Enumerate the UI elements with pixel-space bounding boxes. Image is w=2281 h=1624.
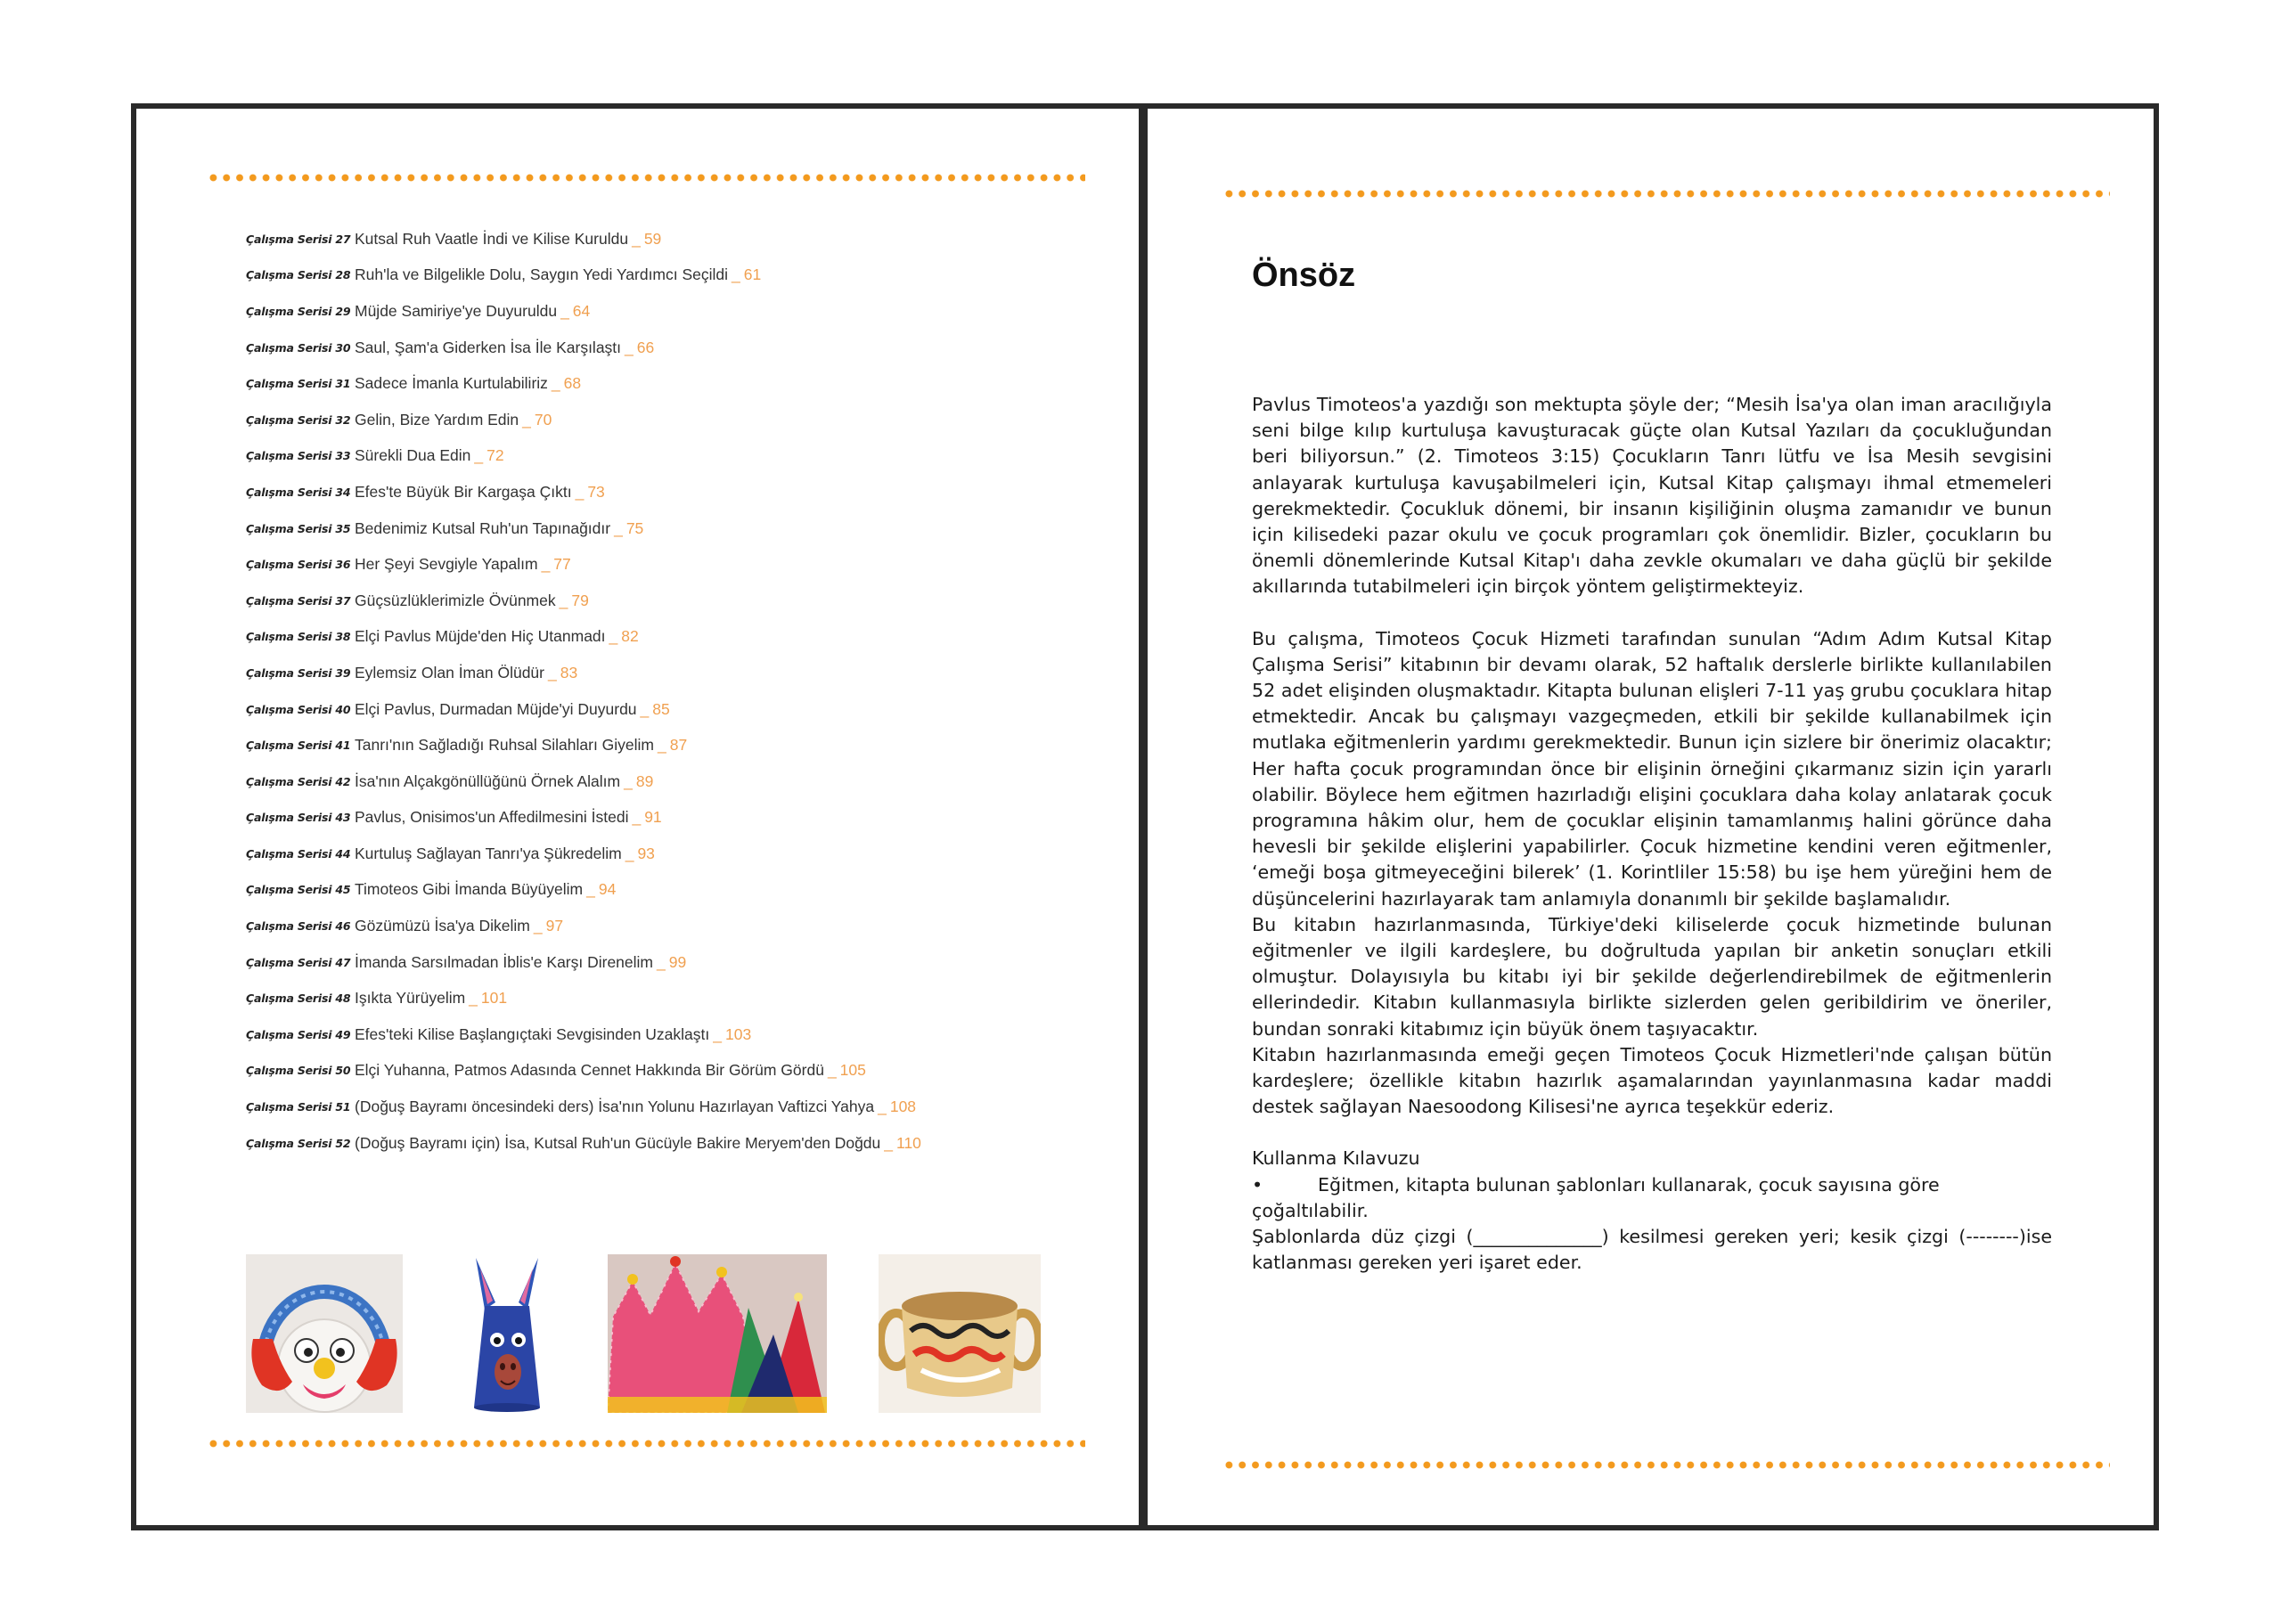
toc-separator: _ — [541, 555, 551, 574]
toc-entry — [246, 763, 921, 800]
usage-guide-text-1: Eğitmen, kitapta bulunan şablonları kullanarak, çocuk sayısına göre çoğaltılabilir. — [1252, 1173, 1940, 1221]
toc-entry — [246, 908, 921, 944]
page-divider — [1139, 103, 1148, 1530]
toc-series-label: Çalışma Serisi 43 — [246, 811, 351, 825]
toc-entry-title: Her Şeyi Sevgiyle Yapalım — [355, 555, 538, 574]
toc-entry — [246, 944, 921, 981]
toc-page-number: 82 — [621, 627, 639, 646]
toc-separator: _ — [469, 989, 478, 1008]
left-top-dotted-rule — [207, 174, 1085, 182]
toc-entry — [246, 872, 921, 909]
blue-cup-donkey — [458, 1254, 554, 1413]
toc-page-number: 110 — [896, 1133, 921, 1152]
toc-entry — [246, 1016, 921, 1053]
toc-entry — [246, 1053, 921, 1089]
toc-entry — [246, 221, 921, 257]
toc-series-label: Çalışma Serisi 37 — [246, 593, 351, 608]
toc-entry-title: Bedenimiz Kutsal Ruh'un Tapınağıdır — [355, 518, 611, 537]
toc-series-label: Çalışma Serisi 42 — [246, 774, 351, 788]
toc-page-number: 59 — [643, 229, 662, 248]
toc-page-number: 87 — [669, 736, 688, 755]
toc-entry-title: Sürekli Dua Edin — [355, 446, 471, 465]
toc-series-label: Çalışma Serisi 29 — [246, 304, 351, 318]
toc-entry-title: Tanrı'nın Sağladığı Ruhsal Silahları Giyelim — [355, 736, 655, 755]
clown-face-paper-plate — [246, 1254, 403, 1413]
toc-entry — [246, 257, 921, 294]
preface-paragraph-1: Pavlus Timoteos'a yazdığı son mektupta şöyle der; “Mesih İsa'ya olan iman aracılığıyla seni bilge kılıp kurtuluşa kavuşturacak güçte olan Kutsal Yazıları da çocukluğundan beri biliyorsun.” (2. Timoteos 3:15) Çocukların Tanrı lütfu ve İsa Mesih sevgisini anlayarak kurtuluşa kavuşabilmeleri için, Kutsal Kitap çalışmayı ihmal etmemeleri gerekmektedir. Çocukluk dönemi, bir insanın kişiliğinin oluşma zamanıdır ve bunun için kilisedeki pazar okulu ve çocuk programları çok önemlidir. Bizler, çocukların bu önemli dönemlerinde Kutsal Kitap'ı daha zevkle okumaları ve daha güçlü bir şekilde akıllarında tutabilmeleri için birçok yöntem geliştirmekteyiz. — [1252, 394, 2052, 598]
toc-entry — [246, 727, 921, 763]
toc-series-label: Çalışma Serisi 33 — [246, 449, 351, 463]
toc-entry-title: Elçi Pavlus, Durmadan Müjde'yi Duyurdu — [355, 699, 637, 718]
toc-series-label: Çalışma Serisi 38 — [246, 630, 351, 644]
toc-page-number: 103 — [725, 1024, 752, 1043]
toc-separator: _ — [560, 301, 569, 320]
toc-separator: _ — [551, 374, 560, 393]
toc-page-number: 64 — [572, 301, 591, 320]
bullet-marker: • — [1252, 1173, 1263, 1196]
left-bottom-dotted-rule — [207, 1440, 1085, 1448]
toc-separator: _ — [884, 1133, 894, 1152]
preface-paragraph-4: Kitabın hazırlanmasında emeği geçen Timoteos Çocuk Hizmetleri'nde çalışan bütün kardeşlere; özellikle kitabın hazırlık aşamalarından yayınlanmasına kadar maddi destek sağlayan Naesoodong Kilisesi'ne ayrıca teşekkür ederiz. — [1252, 1043, 2052, 1118]
toc-page-number: 108 — [889, 1098, 917, 1116]
toc-page-number: 97 — [545, 917, 564, 935]
usage-guide-item — [1252, 1172, 2052, 1224]
toc-separator: _ — [522, 410, 531, 428]
toc-entry-title: Saul, Şam'a Giderken İsa İle Karşılaştı — [355, 338, 622, 356]
toc-entry-title: Elçi Pavlus Müjde'den Hiç Utanmadı — [355, 627, 606, 646]
toc-separator: _ — [575, 482, 585, 501]
toc-separator: _ — [625, 844, 634, 862]
toc-separator: _ — [657, 952, 666, 971]
toc-page-number: 73 — [587, 482, 605, 501]
toc-series-label: Çalışma Serisi 27 — [246, 232, 351, 246]
toc-entry-title: Kutsal Ruh Vaatle İndi ve Kilise Kuruldu — [355, 229, 629, 248]
toc-entry-title: Gelin, Bize Yardım Edin — [355, 410, 519, 428]
toc-entry-title: Eylemsiz Olan İman Ölüdür — [355, 663, 544, 681]
toc-entry — [246, 330, 921, 366]
toc-entry — [246, 510, 921, 547]
toc-entry — [246, 546, 921, 583]
toc-series-label: Çalışma Serisi 35 — [246, 521, 351, 535]
toc-separator: _ — [609, 627, 618, 646]
toc-series-label: Çalışma Serisi 52 — [246, 1136, 351, 1150]
toc-separator: _ — [625, 338, 634, 356]
toc-entry-title: (Doğuş Bayramı öncesindeki ders) İsa'nın Yolunu Hazırlayan Vaftizci Yahya — [355, 1098, 875, 1116]
toc-entry-title: Elçi Yuhanna, Patmos Adasında Cennet Hakkında Bir Görüm Gördü — [355, 1061, 824, 1080]
toc-entry-title: İsa'nın Alçakgönüllüğünü Örnek Alalım — [355, 771, 621, 790]
toc-series-label: Çalışma Serisi 49 — [246, 1027, 351, 1041]
toc-series-label: Çalışma Serisi 28 — [246, 268, 351, 282]
toc-series-label: Çalışma Serisi 31 — [246, 377, 351, 391]
toc-page-number: 77 — [553, 555, 571, 574]
toc-entry — [246, 293, 921, 330]
toc-series-label: Çalışma Serisi 41 — [246, 739, 351, 753]
toc-entry-title: Efes'teki Kilise Başlangıçtaki Sevgisinden Uzaklaştı — [355, 1024, 710, 1043]
toc-entry-title: Kurtuluş Sağlayan Tanrı'ya Şükredelim — [355, 844, 622, 862]
table-of-contents — [246, 221, 921, 1161]
usage-guide-text-2: Şablonlarda düz çizgi (______________) kesilmesi gereken yeri; kesik çizgi (--------)ise katlanması gereken yeri işaret eder. — [1252, 1226, 2052, 1274]
right-bottom-dotted-rule — [1222, 1461, 2110, 1469]
toc-series-label: Çalışma Serisi 51 — [246, 1100, 351, 1114]
toc-page-number: 72 — [486, 446, 504, 465]
toc-series-label: Çalışma Serisi 40 — [246, 702, 351, 716]
toc-entry — [246, 800, 921, 836]
toc-page-number: 85 — [652, 699, 670, 718]
toc-separator: _ — [632, 808, 642, 827]
toc-series-label: Çalışma Serisi 46 — [246, 919, 351, 934]
toc-entry — [246, 438, 921, 475]
toc-entry-title: Gözümüzü İsa'ya Dikelim — [355, 917, 530, 935]
toc-entry-title: İmanda Sarsılmadan İblis'e Karşı Direnelim — [355, 952, 654, 971]
toc-page-number: 99 — [668, 952, 687, 971]
toc-page-number: 94 — [598, 880, 617, 899]
toc-page-number: 68 — [563, 374, 582, 393]
toc-entry-title: Güçsüzlüklerimizle Övünmek — [355, 591, 556, 609]
toc-entry-title: Pavlus, Onisimos'un Affedilmesini İstedi — [355, 808, 629, 827]
toc-page-number: 89 — [635, 771, 654, 790]
toc-entry — [246, 980, 921, 1016]
toc-series-label: Çalışma Serisi 36 — [246, 558, 351, 572]
toc-series-label: Çalışma Serisi 45 — [246, 883, 351, 897]
toc-entry-title: Müjde Samiriye'ye Duyuruldu — [355, 301, 558, 320]
toc-separator: _ — [474, 446, 484, 465]
craft-photos — [0, 1254, 1123, 1413]
toc-separator: _ — [632, 229, 641, 248]
toc-entry — [246, 1089, 921, 1125]
toc-entry — [246, 402, 921, 438]
preface-paragraph-2: Bu çalışma, Timoteos Çocuk Hizmeti tarafından sunulan “Adım Adım Kutsal Kitap Çalışma Serisi” kitabının bir devamı olarak, 52 haftalık derslerle birlikte kullanılabilen 52 adet elişinden oluşmaktadır. Kitapta bulunan elişleri 7-11 yaş grubu çocuklara hitap etmektedir. Ancak bu çalışmayı vazgeçmeden, etkili bir şekilde kullanabilmek için mutlaka eğitmenlerin yardımı gerekmektedir. Bunun için sizlere bir önerimiz olacaktır; Her hafta çocuk programından önce bir elişinin örneğini çıkarmanız sizin için yararlı olabilir. Böylece hem eğitmen hazırladığı elişini çocuklara daha kolay anlatarak çocuk programına hâkim olur, hem de çocuklar elişinin tamamlanmış halini görünce daha hevesli bir şekilde elişlerini yapabilirler. Çocuk hizmetine kendini veren eğitmenler, ‘emeği boşa gitmeyeceğini bilerek’ (1. Korintliler 15:58) bu işe hem yüreğini hem de düşüncelerini hazırlayarak tam anlamıyla donanımlı bir şekilde başlamalıdır. — [1252, 627, 2052, 910]
toc-separator: _ — [614, 518, 623, 537]
toc-series-label: Çalışma Serisi 30 — [246, 340, 351, 355]
toc-separator: _ — [732, 265, 740, 284]
usage-guide-title: Kullanma Kılavuzu — [1252, 1147, 1420, 1170]
toc-page-number: 61 — [743, 265, 762, 284]
toc-series-label: Çalışma Serisi 50 — [246, 1064, 351, 1078]
toc-entry — [246, 474, 921, 510]
toc-separator: _ — [559, 591, 568, 609]
toc-entry — [246, 655, 921, 691]
toc-entry-title: Sadece İmanla Kurtulabiliriz — [355, 374, 548, 393]
toc-series-label: Çalışma Serisi 32 — [246, 412, 351, 427]
toc-series-label: Çalışma Serisi 39 — [246, 665, 351, 680]
toc-separator: _ — [713, 1024, 722, 1043]
toc-page-number: 105 — [839, 1061, 866, 1080]
toc-series-label: Çalışma Serisi 47 — [246, 955, 351, 969]
page-title: Önsöz — [1252, 257, 1356, 294]
toc-entry-title: Ruh'la ve Bilgelikle Dolu, Saygın Yedi Yardımcı Seçildi — [355, 265, 729, 284]
toc-series-label: Çalışma Serisi 48 — [246, 992, 351, 1006]
toc-entry — [246, 836, 921, 872]
toc-page-number: 70 — [534, 410, 552, 428]
toc-page-number: 101 — [480, 989, 508, 1008]
toc-series-label: Çalışma Serisi 34 — [246, 485, 351, 499]
toc-page-number: 93 — [637, 844, 655, 862]
toc-separator: _ — [658, 736, 666, 755]
toc-entry-title: Efes'te Büyük Bir Kargaşa Çıktı — [355, 482, 572, 501]
toc-separator: _ — [624, 771, 633, 790]
toc-entry-title: (Doğuş Bayramı için) İsa, Kutsal Ruh'un Gücüyle Bakire Meryem'den Doğdu — [355, 1133, 881, 1152]
toc-separator: _ — [533, 917, 543, 935]
toc-separator: _ — [548, 663, 557, 681]
toc-separator: _ — [878, 1098, 887, 1116]
toc-page-number: 75 — [625, 518, 644, 537]
toc-separator: _ — [827, 1061, 837, 1080]
toc-entry-title: Işıkta Yürüyelim — [355, 989, 466, 1008]
toc-entry — [246, 1125, 921, 1162]
toc-page-number: 83 — [560, 663, 578, 681]
toc-entry — [246, 583, 921, 619]
toc-separator: _ — [586, 880, 595, 899]
preface-body — [1252, 392, 2052, 1277]
paper-party-crowns — [608, 1254, 827, 1413]
toc-page-number: 66 — [636, 338, 655, 356]
toc-separator: _ — [640, 699, 650, 718]
toc-entry — [246, 619, 921, 656]
toc-entry-title: Timoteos Gibi İmanda Büyüyelim — [355, 880, 584, 899]
toc-entry — [246, 691, 921, 728]
toc-page-number: 91 — [644, 808, 662, 827]
toc-page-number: 79 — [571, 591, 589, 609]
toc-entry — [246, 365, 921, 402]
right-top-dotted-rule — [1222, 190, 2110, 198]
toc-series-label: Çalışma Serisi 44 — [246, 846, 351, 861]
decorated-paper-cup — [879, 1254, 1041, 1413]
preface-paragraph-3: Bu kitabın hazırlanmasında, Türkiye'deki kiliselerde çocuk hizmetinde bulunan eğitmenler ve ilgili kardeşlere, bu doğrultuda yapılan bir anketin sonuçları etkili olmuştur. Dolayısıyla bu kitabı iyi bir şekilde değerlendirebilmek de eğitmenlerin ellerindedir. Kitabın kullanmasıyla birlikte sizlerden gelen geribildirim ve öneriler, bundan sonraki kitabımız için büyük önem taşıyacaktır. — [1252, 913, 2052, 1040]
